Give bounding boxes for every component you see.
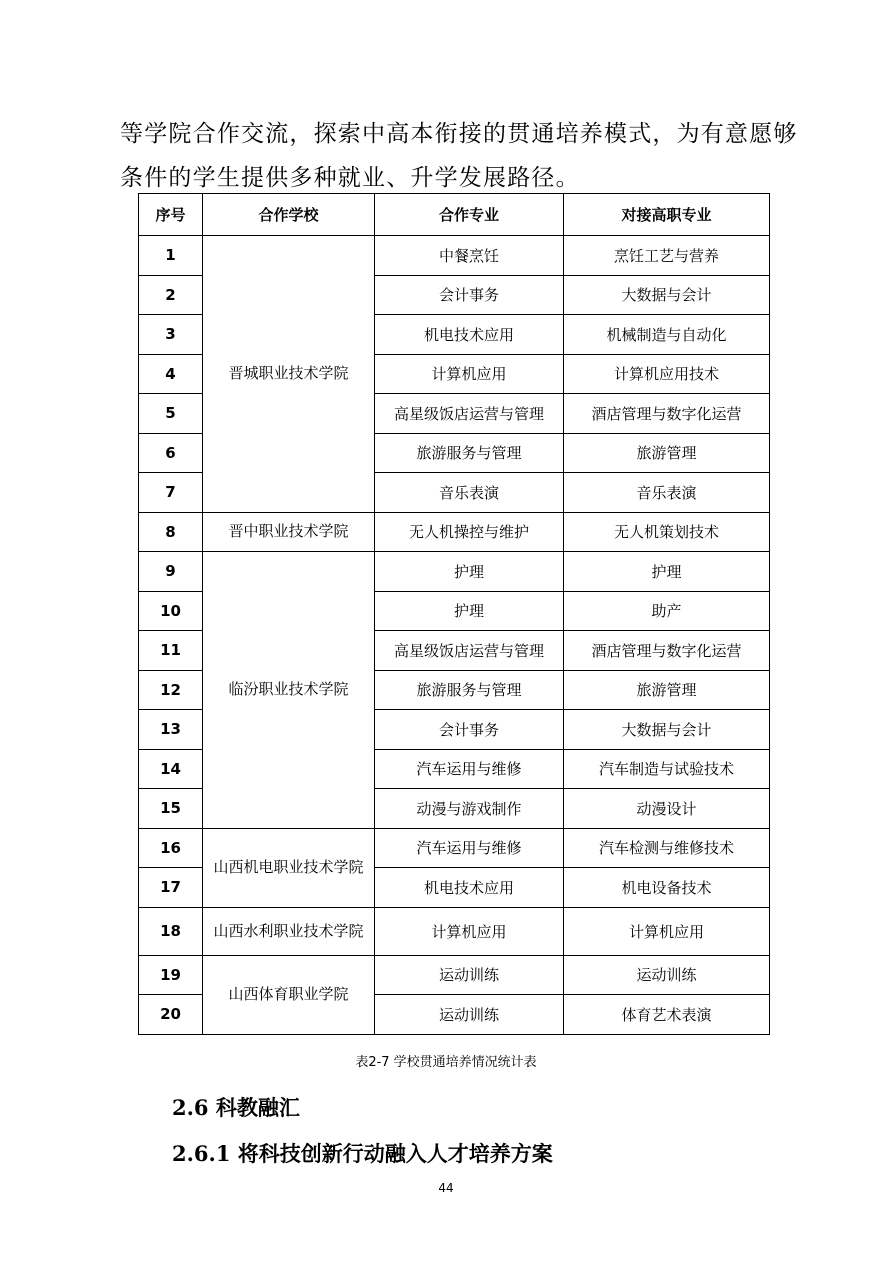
target-major-cell: 音乐表演: [564, 473, 770, 513]
header-target-major: 对接高职专业: [564, 194, 770, 236]
section-heading: 2.6 科教融汇: [172, 1095, 300, 1120]
major-cell: 无人机操控与维护: [375, 512, 564, 552]
major-cell: 会计事务: [375, 710, 564, 750]
target-major-cell: 汽车制造与试验技术: [564, 749, 770, 789]
target-major-cell: 大数据与会计: [564, 275, 770, 315]
major-cell: 计算机应用: [375, 907, 564, 955]
row-index: 14: [139, 749, 203, 789]
target-major-cell: 旅游管理: [564, 670, 770, 710]
target-major-cell: 烹饪工艺与营养: [564, 236, 770, 276]
major-cell: 高星级饭店运营与管理: [375, 394, 564, 434]
row-index: 4: [139, 354, 203, 394]
school-cell: 山西体育职业学院: [203, 955, 375, 1034]
major-cell: 旅游服务与管理: [375, 433, 564, 473]
target-major-cell: 酒店管理与数字化运营: [564, 394, 770, 434]
cooperation-table: [138, 193, 770, 1035]
row-index: 3: [139, 315, 203, 355]
school-cell: 山西水利职业技术学院: [203, 907, 375, 955]
row-index: 8: [139, 512, 203, 552]
table-row: [139, 552, 770, 592]
major-cell: 机电技术应用: [375, 868, 564, 908]
header-school: 合作学校: [203, 194, 375, 236]
target-major-cell: 护理: [564, 552, 770, 592]
header-major: 合作专业: [375, 194, 564, 236]
target-major-cell: 汽车检测与维修技术: [564, 828, 770, 868]
major-cell: 计算机应用: [375, 354, 564, 394]
major-cell: 护理: [375, 552, 564, 592]
page-number: 44: [438, 1181, 454, 1195]
row-index: 2: [139, 275, 203, 315]
row-index: 19: [139, 955, 203, 995]
row-index: 10: [139, 591, 203, 631]
target-major-cell: 计算机应用技术: [564, 354, 770, 394]
row-index: 6: [139, 433, 203, 473]
table-caption: 表2-7 学校贯通培养情况统计表: [355, 1055, 537, 1070]
row-index: 11: [139, 631, 203, 671]
table-row: [139, 828, 770, 868]
target-major-cell: 无人机策划技术: [564, 512, 770, 552]
major-cell: 会计事务: [375, 275, 564, 315]
table-row: [139, 236, 770, 276]
target-major-cell: 大数据与会计: [564, 710, 770, 750]
table-row: [139, 955, 770, 995]
major-cell: 汽车运用与维修: [375, 749, 564, 789]
row-index: 20: [139, 995, 203, 1035]
target-major-cell: 计算机应用: [564, 907, 770, 955]
major-cell: 音乐表演: [375, 473, 564, 513]
row-index: 16: [139, 828, 203, 868]
major-cell: 护理: [375, 591, 564, 631]
target-major-cell: 动漫设计: [564, 789, 770, 829]
major-cell: 汽车运用与维修: [375, 828, 564, 868]
target-major-cell: 酒店管理与数字化运营: [564, 631, 770, 671]
major-cell: 动漫与游戏制作: [375, 789, 564, 829]
row-index: 9: [139, 552, 203, 592]
major-cell: 运动训练: [375, 955, 564, 995]
major-cell: 高星级饭店运营与管理: [375, 631, 564, 671]
target-major-cell: 运动训练: [564, 955, 770, 995]
row-index: 5: [139, 394, 203, 434]
target-major-cell: 机械制造与自动化: [564, 315, 770, 355]
target-major-cell: 旅游管理: [564, 433, 770, 473]
school-cell: 晋城职业技术学院: [203, 236, 375, 513]
body-paragraph-line-1: 等学院合作交流，探索中高本衔接的贯通培养模式，为有意愿够: [120, 121, 798, 147]
row-index: 1: [139, 236, 203, 276]
table-header-row: [139, 194, 770, 236]
row-index: 12: [139, 670, 203, 710]
row-index: 13: [139, 710, 203, 750]
row-index: 17: [139, 868, 203, 908]
major-cell: 运动训练: [375, 995, 564, 1035]
target-major-cell: 机电设备技术: [564, 868, 770, 908]
school-cell: 山西机电职业技术学院: [203, 828, 375, 907]
row-index: 15: [139, 789, 203, 829]
school-cell: 临汾职业技术学院: [203, 552, 375, 829]
school-cell: 晋中职业技术学院: [203, 512, 375, 552]
major-cell: 中餐烹饪: [375, 236, 564, 276]
subsection-heading: 2.6.1 将科技创新行动融入人才培养方案: [172, 1141, 553, 1166]
body-paragraph-line-2: 条件的学生提供多种就业、升学发展路径。: [120, 165, 580, 191]
row-index: 7: [139, 473, 203, 513]
target-major-cell: 体育艺术表演: [564, 995, 770, 1035]
table-row: [139, 907, 770, 955]
major-cell: 机电技术应用: [375, 315, 564, 355]
table-row: [139, 512, 770, 552]
target-major-cell: 助产: [564, 591, 770, 631]
header-index: 序号: [139, 194, 203, 236]
row-index: 18: [139, 907, 203, 955]
major-cell: 旅游服务与管理: [375, 670, 564, 710]
